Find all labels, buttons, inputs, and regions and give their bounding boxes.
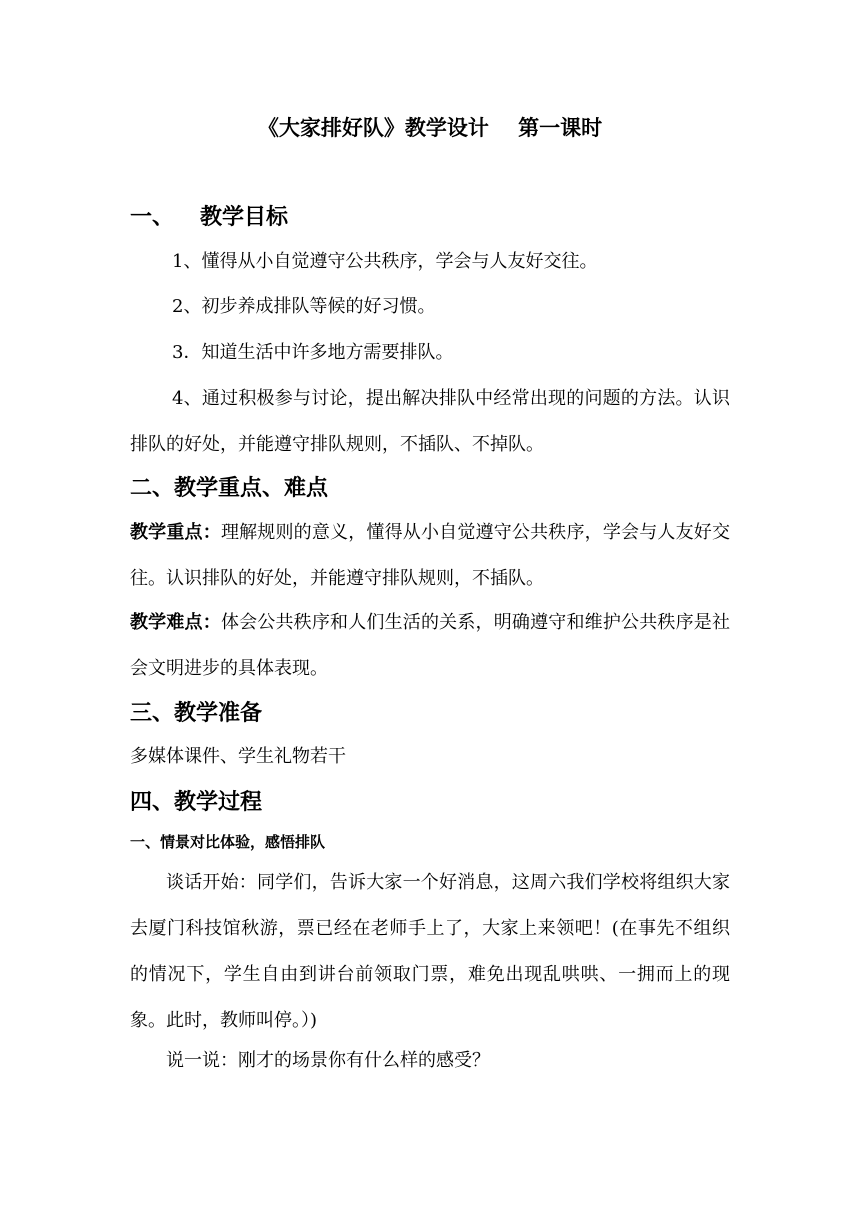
process-subheading-1: 一、情景对比体验，感悟排队 xyxy=(130,833,326,851)
goal-item-4: 4、通过积极参与讨论，提出解决排队中经常出现的问题的方法。认识排队的好处，并能遵守排队规则，不插队、不掉队。 xyxy=(130,388,730,455)
section-heading-process: 四、教学过程 xyxy=(130,789,263,815)
section-heading-goals xyxy=(130,201,288,233)
goal-item-1: 1、懂得从小自觉遵守公共秩序，学会与人友好交往。 xyxy=(172,251,598,272)
section-number: 一、 xyxy=(130,204,175,230)
difficulty-text: 体会公共秩序和人们生活的关系，明确遵守和维护公共秩序是社会文明进步的具体表现。 xyxy=(130,612,730,679)
section-heading-keypoints: 二、教学重点、难点 xyxy=(130,475,329,501)
process-talk-paragraph: 谈话开始：同学们，告诉大家一个好消息，这周六我们学校将组织大家去厦门科技馆秋游，票已经在老师手上了，大家上来领吧！(在事先不组织的情况下，学生自由到讲台前领取门票，难免出现乱哄哄、一拥而上的现象。此时，教师叫停。）) xyxy=(130,872,730,1031)
section-heading-prep: 三、教学准备 xyxy=(130,700,263,726)
keypoint-lead: 教学重点： xyxy=(130,522,221,543)
prep-text: 多媒体课件、学生礼物若干 xyxy=(130,746,346,767)
section-label: 教学目标 xyxy=(200,204,289,230)
difficulty-lead: 教学难点： xyxy=(130,612,221,633)
difficulty-paragraph xyxy=(130,600,730,692)
goal-item-2: 2、初步养成排队等候的好习惯。 xyxy=(172,296,436,317)
keypoint-text: 理解规则的意义，懂得从小自觉遵守公共秩序，学会与人友好交往。认识排队的好处，并能遵守排队规则，不插队。 xyxy=(130,522,730,589)
goal-item-3: 3．知道生活中许多地方需要排队。 xyxy=(172,342,454,363)
keypoint-paragraph xyxy=(130,510,730,602)
process-ask-line: 说一说：刚才的场景你有什么样的感受？ xyxy=(166,1050,490,1071)
document-title: 《大家排好队》教学设计 第一课时 xyxy=(257,115,603,140)
